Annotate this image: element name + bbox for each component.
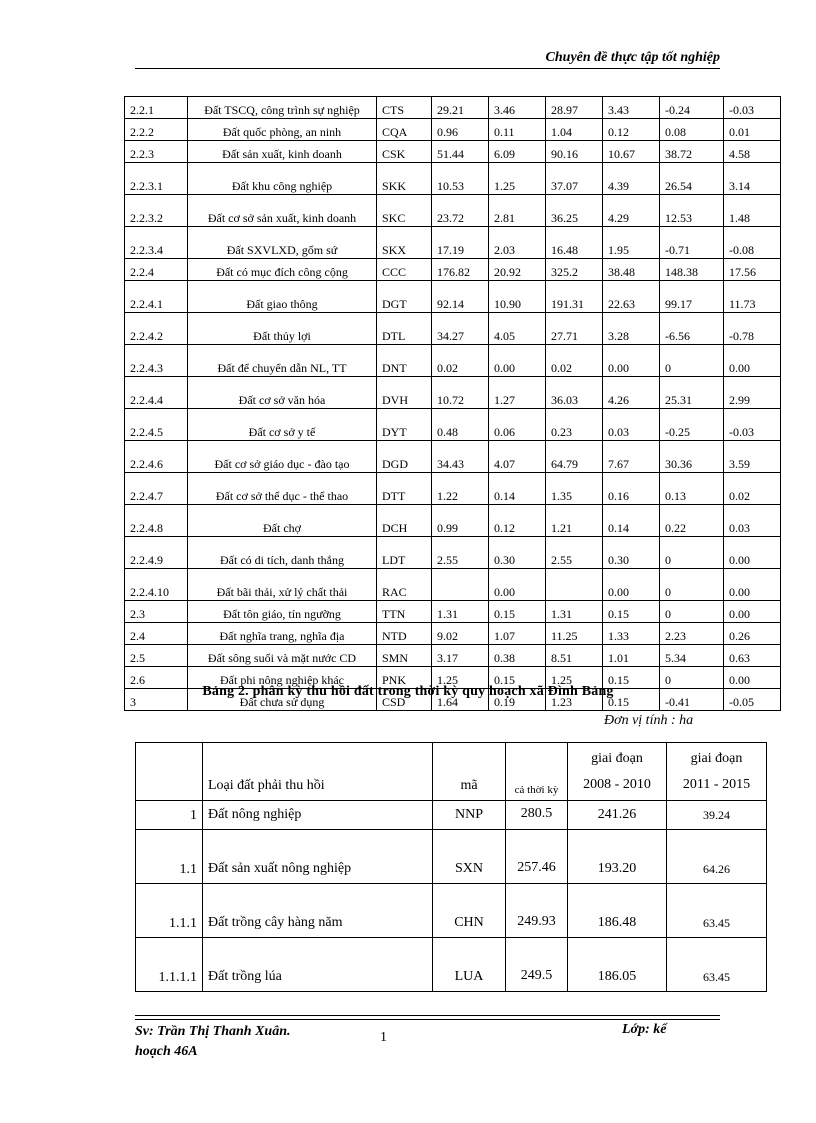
cell-area-plan: 36.25 — [546, 195, 603, 227]
cell-code: 2.2.4 — [125, 259, 188, 281]
cell-pct-current: 0.30 — [489, 537, 546, 569]
table-row — [125, 281, 781, 313]
cell-area-change: 12.53 — [660, 195, 724, 227]
cell-pct-change: 0.63 — [724, 645, 781, 667]
table-row — [125, 623, 781, 645]
cell-code: 2.2.1 — [125, 97, 188, 119]
cell-pct-plan: 0.15 — [603, 667, 660, 689]
cell-land-name: Đất cơ sở giáo dục - đào tạo — [188, 441, 377, 473]
cell-area-current: 34.27 — [432, 313, 489, 345]
cell-pct-current: 0.15 — [489, 601, 546, 623]
cell-area-plan: 16.48 — [546, 227, 603, 259]
cell-area-change: 5.34 — [660, 645, 724, 667]
cell-area-plan: 191.31 — [546, 281, 603, 313]
cell-code: 2.2.4.8 — [125, 505, 188, 537]
cell-area-current: 10.72 — [432, 377, 489, 409]
cell-area-current: 1.22 — [432, 473, 489, 505]
cell-land-name: Đất TSCQ, công trình sự nghiệp — [188, 97, 377, 119]
cell-area-change: -0.25 — [660, 409, 724, 441]
cell-area-current: 0.48 — [432, 409, 489, 441]
header-whole-period: cả thời kỳ — [506, 743, 568, 801]
cell-period-2: 39.24 — [667, 801, 767, 830]
footer-student-name: Sv: Trần Thị Thanh Xuân. — [135, 1024, 291, 1039]
cell-symbol: DGD — [377, 441, 432, 473]
cell-pct-plan: 0.03 — [603, 409, 660, 441]
cell-code: LUA — [433, 938, 506, 992]
cell-period-2: 63.45 — [667, 884, 767, 938]
cell-period-1: 193.20 — [568, 830, 667, 884]
header-period-2 — [667, 743, 767, 801]
cell-pct-change: -0.03 — [724, 97, 781, 119]
cell-whole-period: 257.46 — [506, 830, 568, 884]
cell-area-current: 2.55 — [432, 537, 489, 569]
cell-pct-current: 0.11 — [489, 119, 546, 141]
cell-code: SXN — [433, 830, 506, 884]
cell-land-name: Đất có di tích, danh thắng — [188, 537, 377, 569]
cell-area-change: 99.17 — [660, 281, 724, 313]
cell-area-plan: 8.51 — [546, 645, 603, 667]
cell-symbol: NTD — [377, 623, 432, 645]
cell-area-change: 0 — [660, 537, 724, 569]
cell-area-plan: 37.07 — [546, 163, 603, 195]
cell-land-name: Đất khu công nghiệp — [188, 163, 377, 195]
cell-pct-plan: 1.33 — [603, 623, 660, 645]
cell-pct-plan: 3.28 — [603, 313, 660, 345]
cell-land-name: Đất chợ — [188, 505, 377, 537]
cell-code: 2.2.3.1 — [125, 163, 188, 195]
cell-code: 2.2.3.4 — [125, 227, 188, 259]
cell-land-name: Đất tôn giáo, tín ngưỡng — [188, 601, 377, 623]
cell-pct-current: 3.46 — [489, 97, 546, 119]
cell-symbol: DCH — [377, 505, 432, 537]
cell-area-current: 0.02 — [432, 345, 489, 377]
table-row — [125, 141, 781, 163]
footer-class: Lớp: kế — [622, 1022, 667, 1037]
cell-stt: 1.1.1 — [136, 884, 203, 938]
cell-area-plan: 0.23 — [546, 409, 603, 441]
cell-period-2: 64.26 — [667, 830, 767, 884]
cell-area-plan: 325.2 — [546, 259, 603, 281]
table-row — [125, 377, 781, 409]
cell-area-current: 1.25 — [432, 667, 489, 689]
cell-pct-plan: 0.12 — [603, 119, 660, 141]
cell-pct-plan: 4.29 — [603, 195, 660, 227]
cell-code: 2.4 — [125, 623, 188, 645]
cell-pct-current: 1.07 — [489, 623, 546, 645]
table-row — [125, 645, 781, 667]
page-number: 1 — [380, 1030, 387, 1045]
cell-whole-period: 249.93 — [506, 884, 568, 938]
table-row — [125, 97, 781, 119]
cell-stt: 1.1.1.1 — [136, 938, 203, 992]
cell-pct-change: 0.00 — [724, 345, 781, 377]
cell-land-name: Đất sông suối và mặt nước CD — [188, 645, 377, 667]
cell-pct-current: 4.07 — [489, 441, 546, 473]
cell-pct-change: 3.14 — [724, 163, 781, 195]
cell-area-current: 17.19 — [432, 227, 489, 259]
cell-pct-current: 0.00 — [489, 345, 546, 377]
cell-pct-current: 0.00 — [489, 569, 546, 601]
document-header: Chuyên đề thực tập tốt nghiệp — [545, 50, 720, 65]
table-row — [125, 163, 781, 195]
cell-code: 2.2.3 — [125, 141, 188, 163]
cell-code: 2.5 — [125, 645, 188, 667]
cell-land-name: Đất cơ sở văn hóa — [188, 377, 377, 409]
cell-land-name: Đất có mục đích công cộng — [188, 259, 377, 281]
cell-pct-change: -0.05 — [724, 689, 781, 711]
cell-land-name: Đất SXVLXD, gốm sứ — [188, 227, 377, 259]
cell-area-plan: 1.04 — [546, 119, 603, 141]
cell-land-name: Đất thủy lợi — [188, 313, 377, 345]
table-row — [125, 345, 781, 377]
cell-symbol: CSD — [377, 689, 432, 711]
cell-code: 2.2.4.3 — [125, 345, 188, 377]
cell-pct-plan: 3.43 — [603, 97, 660, 119]
cell-land-name: Đất nghĩa trang, nghĩa địa — [188, 623, 377, 645]
cell-area-plan: 28.97 — [546, 97, 603, 119]
cell-symbol: CTS — [377, 97, 432, 119]
table-row — [125, 227, 781, 259]
cell-pct-change: -0.08 — [724, 227, 781, 259]
table-row — [136, 801, 767, 830]
cell-pct-change: 1.48 — [724, 195, 781, 227]
cell-symbol: RAC — [377, 569, 432, 601]
cell-symbol: DTT — [377, 473, 432, 505]
cell-pct-current: 0.14 — [489, 473, 546, 505]
cell-area-change: 0.13 — [660, 473, 724, 505]
cell-area-current: 23.72 — [432, 195, 489, 227]
cell-area-plan: 11.25 — [546, 623, 603, 645]
cell-land-type: Đất trồng lúa — [203, 938, 433, 992]
land-use-table — [124, 96, 781, 711]
cell-stt: 1 — [136, 801, 203, 830]
cell-pct-plan: 0.30 — [603, 537, 660, 569]
cell-pct-change: 0.01 — [724, 119, 781, 141]
cell-code: 2.6 — [125, 667, 188, 689]
header-period-2-label: giai đoạn — [690, 751, 743, 766]
cell-period-1: 186.05 — [568, 938, 667, 992]
cell-symbol: CCC — [377, 259, 432, 281]
cell-area-current — [432, 569, 489, 601]
cell-pct-current: 0.38 — [489, 645, 546, 667]
cell-land-name: Đất cơ sở y tế — [188, 409, 377, 441]
cell-symbol: PNK — [377, 667, 432, 689]
cell-symbol: DYT — [377, 409, 432, 441]
table-row — [125, 569, 781, 601]
cell-pct-change: 0.03 — [724, 505, 781, 537]
header-stt — [136, 743, 203, 801]
cell-symbol: DGT — [377, 281, 432, 313]
cell-pct-plan: 0.16 — [603, 473, 660, 505]
cell-pct-change: 3.59 — [724, 441, 781, 473]
footer-divider-top — [135, 1015, 720, 1016]
table-row — [125, 441, 781, 473]
cell-pct-current: 20.92 — [489, 259, 546, 281]
cell-code: 3 — [125, 689, 188, 711]
cell-pct-plan: 1.01 — [603, 645, 660, 667]
cell-land-type: Đất trồng cây hàng năm — [203, 884, 433, 938]
cell-symbol: SMN — [377, 645, 432, 667]
header-period-1 — [568, 743, 667, 801]
cell-code: 2.2.4.9 — [125, 537, 188, 569]
cell-area-plan — [546, 569, 603, 601]
cell-symbol: SKK — [377, 163, 432, 195]
cell-pct-change: 0.02 — [724, 473, 781, 505]
cell-area-change: 0 — [660, 601, 724, 623]
header-land-type: Loại đất phải thu hồi — [203, 743, 433, 801]
cell-code: 2.2.4.7 — [125, 473, 188, 505]
table-header-row — [136, 743, 767, 801]
cell-land-name: Đất cơ sở thể dục - thể thao — [188, 473, 377, 505]
table-row — [125, 537, 781, 569]
cell-area-change: 38.72 — [660, 141, 724, 163]
land-recovery-table — [135, 742, 767, 992]
cell-area-change: 30.36 — [660, 441, 724, 473]
cell-area-change: -0.24 — [660, 97, 724, 119]
cell-land-name: Đất phi nông nghiệp khác — [188, 667, 377, 689]
cell-symbol: DTL — [377, 313, 432, 345]
header-divider — [135, 68, 720, 69]
cell-area-plan: 27.71 — [546, 313, 603, 345]
cell-area-change: 0 — [660, 569, 724, 601]
cell-pct-current: 0.19 — [489, 689, 546, 711]
cell-pct-current: 0.15 — [489, 667, 546, 689]
cell-area-change: -0.41 — [660, 689, 724, 711]
cell-area-plan: 64.79 — [546, 441, 603, 473]
cell-area-change: 2.23 — [660, 623, 724, 645]
cell-area-plan: 1.25 — [546, 667, 603, 689]
cell-code: 2.3 — [125, 601, 188, 623]
cell-code: 2.2.4.1 — [125, 281, 188, 313]
cell-pct-plan: 0.14 — [603, 505, 660, 537]
cell-period-2: 63.45 — [667, 938, 767, 992]
cell-area-change: -0.71 — [660, 227, 724, 259]
cell-symbol: DNT — [377, 345, 432, 377]
cell-symbol: DVH — [377, 377, 432, 409]
cell-code: 2.2.4.4 — [125, 377, 188, 409]
cell-pct-change: 0.00 — [724, 601, 781, 623]
table-row — [125, 505, 781, 537]
cell-period-1: 186.48 — [568, 884, 667, 938]
cell-pct-current: 0.06 — [489, 409, 546, 441]
cell-pct-change: 17.56 — [724, 259, 781, 281]
table-row — [125, 409, 781, 441]
table-row — [125, 313, 781, 345]
footer-class-continued: hoạch 46A — [135, 1044, 198, 1059]
footer-student — [135, 1022, 290, 1062]
cell-area-plan: 0.02 — [546, 345, 603, 377]
table-row — [136, 938, 767, 992]
cell-pct-plan: 22.63 — [603, 281, 660, 313]
cell-land-name: Đất bãi thải, xử lý chất thải — [188, 569, 377, 601]
cell-land-name: Đất sản xuất, kinh doanh — [188, 141, 377, 163]
cell-area-change: 0 — [660, 667, 724, 689]
cell-area-plan: 1.23 — [546, 689, 603, 711]
cell-pct-change: 2.99 — [724, 377, 781, 409]
cell-pct-plan: 7.67 — [603, 441, 660, 473]
cell-area-current: 0.99 — [432, 505, 489, 537]
cell-area-current: 1.31 — [432, 601, 489, 623]
cell-area-current: 3.17 — [432, 645, 489, 667]
cell-land-name: Đất giao thông — [188, 281, 377, 313]
cell-symbol: SKX — [377, 227, 432, 259]
cell-area-plan: 2.55 — [546, 537, 603, 569]
cell-land-name: Đất cơ sở sản xuất, kinh doanh — [188, 195, 377, 227]
cell-area-plan: 36.03 — [546, 377, 603, 409]
cell-code: 2.2.4.10 — [125, 569, 188, 601]
cell-code: 2.2.4.2 — [125, 313, 188, 345]
cell-pct-change: -0.03 — [724, 409, 781, 441]
cell-pct-change: 0.00 — [724, 667, 781, 689]
table-row — [136, 830, 767, 884]
cell-land-type: Đất sản xuất nông nghiệp — [203, 830, 433, 884]
cell-pct-change: 0.00 — [724, 569, 781, 601]
cell-code: 2.2.3.2 — [125, 195, 188, 227]
cell-symbol: CSK — [377, 141, 432, 163]
table-row — [125, 601, 781, 623]
table-caption: Bảng 2. phân kỳ thu hồi đất trong thời kỳ quy hoạch xã Đình Bảng — [202, 684, 614, 699]
cell-area-change: 26.54 — [660, 163, 724, 195]
cell-pct-current: 1.25 — [489, 163, 546, 195]
cell-land-name: Đất để chuyển dẫn NL, TT — [188, 345, 377, 377]
cell-area-current: 0.96 — [432, 119, 489, 141]
table-row — [125, 119, 781, 141]
cell-pct-plan: 0.15 — [603, 601, 660, 623]
cell-symbol: LDT — [377, 537, 432, 569]
cell-pct-plan: 4.39 — [603, 163, 660, 195]
cell-pct-plan: 0.00 — [603, 569, 660, 601]
table-row — [125, 195, 781, 227]
cell-area-plan: 1.35 — [546, 473, 603, 505]
cell-stt: 1.1 — [136, 830, 203, 884]
cell-area-current: 92.14 — [432, 281, 489, 313]
cell-whole-period: 249.5 — [506, 938, 568, 992]
cell-code: 2.2.2 — [125, 119, 188, 141]
cell-pct-plan: 4.26 — [603, 377, 660, 409]
cell-land-name: Đất chưa sử dụng — [188, 689, 377, 711]
cell-area-current: 176.82 — [432, 259, 489, 281]
cell-pct-current: 10.90 — [489, 281, 546, 313]
cell-pct-plan: 38.48 — [603, 259, 660, 281]
cell-pct-current: 2.03 — [489, 227, 546, 259]
cell-pct-change: -0.78 — [724, 313, 781, 345]
cell-area-plan: 1.31 — [546, 601, 603, 623]
cell-area-current: 10.53 — [432, 163, 489, 195]
cell-area-change: 0 — [660, 345, 724, 377]
cell-area-current: 51.44 — [432, 141, 489, 163]
cell-symbol: CQA — [377, 119, 432, 141]
cell-pct-plan: 0.15 — [603, 689, 660, 711]
cell-pct-current: 4.05 — [489, 313, 546, 345]
cell-pct-current: 1.27 — [489, 377, 546, 409]
cell-code: 2.2.4.6 — [125, 441, 188, 473]
cell-code: CHN — [433, 884, 506, 938]
cell-area-plan: 1.21 — [546, 505, 603, 537]
cell-area-current: 1.64 — [432, 689, 489, 711]
table-row — [125, 259, 781, 281]
cell-area-current: 34.43 — [432, 441, 489, 473]
cell-symbol: SKC — [377, 195, 432, 227]
cell-pct-change: 11.73 — [724, 281, 781, 313]
cell-pct-current: 2.81 — [489, 195, 546, 227]
footer-divider-bottom — [135, 1019, 720, 1020]
cell-land-type: Đất nông nghiệp — [203, 801, 433, 830]
cell-area-change: 25.31 — [660, 377, 724, 409]
header-period-1-label: giai đoạn — [591, 751, 643, 766]
cell-pct-current: 6.09 — [489, 141, 546, 163]
cell-area-change: 0.22 — [660, 505, 724, 537]
header-period-2-years: 2011 - 2015 — [682, 777, 751, 792]
unit-label: Đơn vị tính : ha — [604, 713, 694, 728]
cell-land-name: Đất quốc phòng, an ninh — [188, 119, 377, 141]
cell-area-current: 29.21 — [432, 97, 489, 119]
cell-symbol: TTN — [377, 601, 432, 623]
header-code: mã — [433, 743, 506, 801]
cell-area-change: 148.38 — [660, 259, 724, 281]
cell-whole-period: 280.5 — [506, 801, 568, 830]
header-period-1-years: 2008 - 2010 — [583, 777, 651, 792]
cell-code: NNP — [433, 801, 506, 830]
cell-pct-plan: 0.00 — [603, 345, 660, 377]
cell-pct-change: 0.26 — [724, 623, 781, 645]
table-row — [136, 884, 767, 938]
cell-pct-current: 0.12 — [489, 505, 546, 537]
cell-area-current: 9.02 — [432, 623, 489, 645]
cell-pct-change: 4.58 — [724, 141, 781, 163]
cell-area-change: 0.08 — [660, 119, 724, 141]
cell-pct-plan: 10.67 — [603, 141, 660, 163]
cell-code: 2.2.4.5 — [125, 409, 188, 441]
cell-area-change: -6.56 — [660, 313, 724, 345]
cell-pct-plan: 1.95 — [603, 227, 660, 259]
cell-period-1: 241.26 — [568, 801, 667, 830]
table-row — [125, 473, 781, 505]
cell-pct-change: 0.00 — [724, 537, 781, 569]
cell-area-plan: 90.16 — [546, 141, 603, 163]
